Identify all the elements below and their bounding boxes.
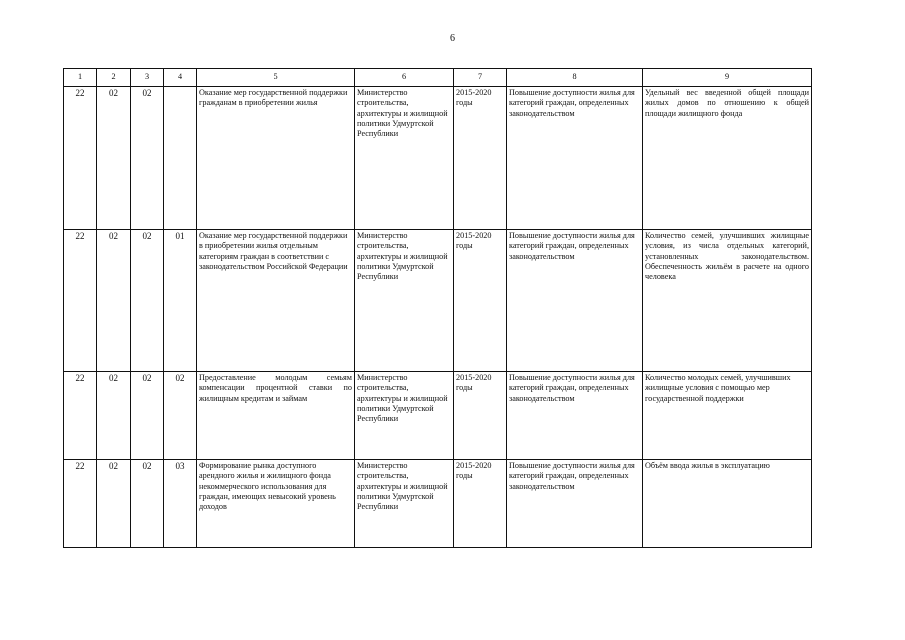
column-header: 1 <box>64 69 97 87</box>
table-row <box>64 372 812 460</box>
code-cell: 02 <box>97 372 131 460</box>
table-row <box>64 87 812 230</box>
code-cell: 22 <box>64 460 97 548</box>
column-header: 5 <box>197 69 355 87</box>
result-cell: Повышение доступности жилья для категорий граждан, определенных законодательством <box>507 87 643 230</box>
column-header: 3 <box>131 69 164 87</box>
code-cell: 03 <box>164 460 197 548</box>
executor-cell: Министерство строительства, архитектуры и жилищной политики Удмуртской Республики <box>355 372 454 460</box>
code-cell: 22 <box>64 230 97 372</box>
indicator-cell: Объём ввода жилья в эксплуатацию <box>643 460 812 548</box>
measure-name-cell: Оказание мер государственной поддержки гражданам в приобретении жилья <box>197 87 355 230</box>
code-cell: 02 <box>131 87 164 230</box>
code-cell: 02 <box>131 460 164 548</box>
column-header: 6 <box>355 69 454 87</box>
measure-name-cell: Предоставление молодым семьям компенсации процентной ставки по жилищным кредитам и займам <box>197 372 355 460</box>
measure-name-cell: Формирование рынка доступного арендного жилья и жилищного фонда некоммерческого использования для граждан, имеющих невысокий уровень доходов <box>197 460 355 548</box>
column-header: 2 <box>97 69 131 87</box>
code-cell: 02 <box>131 372 164 460</box>
measure-name-cell: Оказание мер государственной поддержки в приобретении жилья отдельным категориям граждан в соответствии с законодательством Российской Федерации <box>197 230 355 372</box>
column-header: 9 <box>643 69 812 87</box>
executor-cell: Министерство строительства, архитектуры и жилищной политики Удмуртской Республики <box>355 460 454 548</box>
code-cell: 02 <box>97 87 131 230</box>
table-header-row <box>64 69 812 87</box>
code-cell: 02 <box>131 230 164 372</box>
column-header: 8 <box>507 69 643 87</box>
page-number: 6 <box>450 33 455 44</box>
executor-cell: Министерство строительства, архитектуры и жилищной политики Удмуртской Республики <box>355 230 454 372</box>
column-header: 7 <box>454 69 507 87</box>
period-cell: 2015-2020 годы <box>454 230 507 372</box>
code-cell: 01 <box>164 230 197 372</box>
result-cell: Повышение доступности жилья для категорий граждан, определенных законодательством <box>507 230 643 372</box>
code-cell: 22 <box>64 372 97 460</box>
result-cell: Повышение доступности жилья для категорий граждан, определенных законодательством <box>507 460 643 548</box>
period-cell: 2015-2020 годы <box>454 87 507 230</box>
column-header: 4 <box>164 69 197 87</box>
indicator-cell: Количество молодых семей, улучшивших жилищные условия с помощью мер государственной поддержки <box>643 372 812 460</box>
code-cell: 22 <box>64 87 97 230</box>
executor-cell: Министерство строительства, архитектуры и жилищной политики Удмуртской Республики <box>355 87 454 230</box>
program-table <box>63 68 812 548</box>
code-cell: 02 <box>97 460 131 548</box>
code-cell <box>164 87 197 230</box>
table-row <box>64 460 812 548</box>
table-row <box>64 230 812 372</box>
period-cell: 2015-2020 годы <box>454 460 507 548</box>
indicator-cell: Удельный вес введенной общей площади жилых домов по отношению к общей площади жилищного фонда <box>643 87 812 230</box>
period-cell: 2015-2020 годы <box>454 372 507 460</box>
code-cell: 02 <box>97 230 131 372</box>
indicator-cell: Количество семей, улучшивших жилищные условия, из числа отдельных категорий, установленных законодательством. Обеспеченность жильём в расчете на одного человека <box>643 230 812 372</box>
result-cell: Повышение доступности жилья для категорий граждан, определенных законодательством <box>507 372 643 460</box>
code-cell: 02 <box>164 372 197 460</box>
